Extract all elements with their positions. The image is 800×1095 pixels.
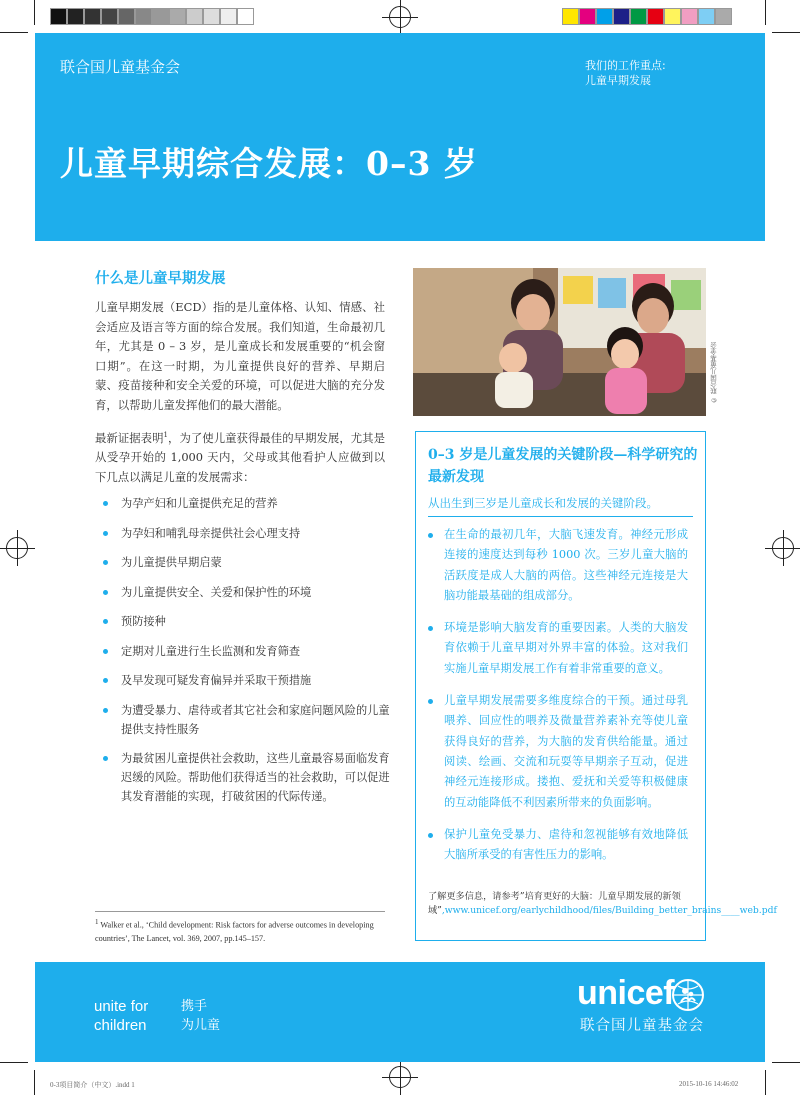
work-focus xyxy=(585,58,666,88)
grayscale-color-bar xyxy=(50,8,254,25)
list-item: 定期对儿童进行生长监测和发育筛查 xyxy=(103,642,393,661)
list-item: 为孕妇和哺乳母亲提供社会心理支持 xyxy=(103,524,393,543)
evidence-paragraph xyxy=(95,426,385,487)
crop-mark xyxy=(772,32,800,33)
intro-paragraph: 儿童早期发展（ECD）指的是儿童体格、认知、情感、社会适应及语言等方面的综合发展。我们知道，生命最初几年，尤其是 0 – 3 岁，是儿童成长和发展重要的“机会窗口期”。在这一时期，为儿童提供良好的营养、早期启蒙、疫苗接种和安全关爱的环境，可以促进大脑的充分发育，以帮助儿童发挥他们的最大潜能。 xyxy=(95,300,385,412)
org-name: 联合国儿童基金会 xyxy=(60,58,181,76)
crop-mark xyxy=(765,1070,766,1095)
evidence-text-a: 最新证据表明 xyxy=(95,430,164,445)
footnote-number: 1 xyxy=(95,918,99,926)
page-title: 儿童早期综合发展：0–3 岁 xyxy=(60,144,478,183)
print-slug-timestamp: 2015-10-16 14:46:02 xyxy=(679,1080,739,1088)
list-item: 预防接种 xyxy=(103,612,393,631)
footnote-ref: 1 xyxy=(163,431,168,439)
photo-illustration xyxy=(413,268,706,416)
crop-mark xyxy=(0,32,28,33)
list-item: 保护儿童免受暴力、虐待和忽视能够有效地降低大脑所承受的有害性压力的影响。 xyxy=(428,825,688,866)
crop-mark xyxy=(34,0,35,25)
registration-mark-bottom xyxy=(389,1066,411,1088)
more-info xyxy=(428,890,777,918)
unicef-logo-text: unicef xyxy=(577,974,675,1012)
list-item: 为遭受暴力、虐待或者其它社会和家庭问题风险的儿童提供支持性服务 xyxy=(103,701,393,739)
crop-mark xyxy=(34,1070,35,1095)
brains-report-link[interactable]: ,www.unicef.org/earlychildhood/files/Building_better_brains____web.pdf xyxy=(441,905,777,916)
list-item: 为儿童提供安全、关爱和保护性的环境 xyxy=(103,583,393,602)
evidence-text-b: ，为了使儿童获得最佳的早期发展，尤其是从受孕开始的 1,000 天内，父母或其他看护人应做到以下几点以满足儿童的发展需求： xyxy=(95,430,385,484)
registration-mark-right xyxy=(772,537,794,559)
list-item: 为最贫困儿童提供社会救助，这些儿童最容易面临发育迟缓的风险。帮助他们获得适当的社会救助，可以促进其发育潜能的实现，打破贫困的代际传递。 xyxy=(103,749,393,806)
needs-list xyxy=(103,494,393,817)
list-item: 为孕产妇和儿童提供充足的营养 xyxy=(103,494,393,513)
callout-list xyxy=(428,525,688,877)
crop-mark xyxy=(765,0,766,25)
registration-mark-left xyxy=(6,537,28,559)
slogan-line: unite for xyxy=(94,998,149,1015)
unite-for-children-slogan xyxy=(94,997,148,1035)
list-item: 为儿童提供早期启蒙 xyxy=(103,553,393,572)
crop-mark xyxy=(772,1062,800,1063)
slogan-line: 携手 xyxy=(181,999,208,1014)
slogan-line: 为儿童 xyxy=(181,1018,221,1033)
unicef-emblem-icon xyxy=(670,977,706,1013)
section-heading: 什么是儿童早期发展 xyxy=(95,270,226,287)
callout-divider xyxy=(428,516,693,517)
work-focus-label: 我们的工作重点: xyxy=(585,59,666,72)
footnote-text: Walker et al., ‘Child development: Risk factors for adverse outcomes in developing countries’, The Lancet, vol. 369, 2007, pp.145–157. xyxy=(95,920,374,943)
list-item: 及早发现可疑发育偏异并采取干预措施 xyxy=(103,671,393,690)
print-slug-file: 0-3项目简介（中文）.indd 1 xyxy=(50,1081,135,1089)
process-color-bar xyxy=(562,8,732,25)
registration-mark-top xyxy=(389,6,411,28)
slogan-chinese xyxy=(181,997,220,1035)
list-item: 在生命的最初几年，大脑飞速发育。神经元形成连接的速度达到每秒 1000 次。三岁儿童大脑的活跃度是成人大脑的两倍。这些神经元连接是大脑功能最基础的组成部分。 xyxy=(428,525,688,606)
slogan-line: children xyxy=(94,1017,147,1034)
footnote-divider xyxy=(95,911,385,912)
list-item: 儿童早期发展需要多维度综合的干预。通过母乳喂养、回应性的喂养及微量营养素补充等使儿童获得良好的营养，为大脑的发育供给能量。通过阅读、绘画、交流和玩耍等早期亲子互动，促进神经元连接形成。搂抱、爱抚和关爱等积极健康的互动能降低不利因素所带来的负面影响。 xyxy=(428,691,688,813)
callout-title: 0–3 岁是儿童发展的关键阶段—科学研究的最新发现 xyxy=(428,447,698,485)
crop-mark xyxy=(0,1062,28,1063)
work-focus-topic: 儿童早期发展 xyxy=(585,74,651,87)
list-item: 环境是影响大脑发育的重要因素。人类的大脑发育依赖于儿童早期对外界丰富的体验。这对我们实施儿童早期发展工作有着非常重要的意义。 xyxy=(428,618,688,679)
unicef-chinese-name: 联合国儿童基金会 xyxy=(580,1018,704,1034)
photo-credit: © 联合国儿童基金会 xyxy=(710,342,718,405)
callout-lead: 从出生到三岁是儿童成长和发展的关键阶段。 xyxy=(428,496,658,510)
footnote xyxy=(95,916,395,945)
family-photo xyxy=(413,268,706,416)
more-info-text: 了解更多信息，请参考”培育更好的大脑：儿童早期发展的新领域” xyxy=(428,891,681,916)
